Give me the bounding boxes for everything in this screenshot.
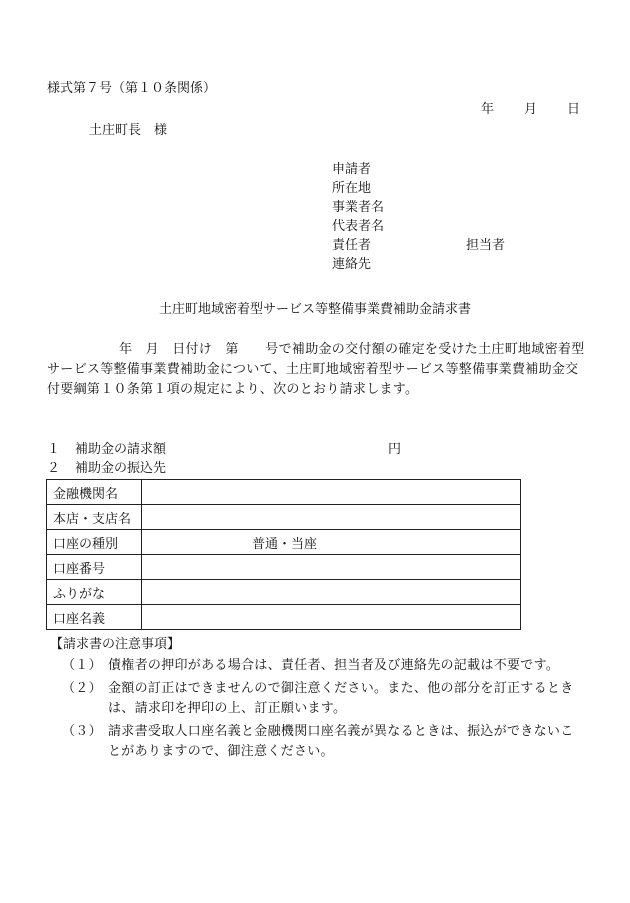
bank-name-field[interactable] (142, 480, 521, 505)
addressee: 土庄町長 様 (89, 123, 168, 138)
person-in-charge-label: 担当者 (466, 238, 506, 253)
furigana-field[interactable] (142, 580, 521, 605)
furigana-label: ふりがな (47, 580, 142, 605)
table-row (47, 530, 521, 555)
form-number: 様式第７号（第１０条関係） (47, 81, 217, 96)
table-row (47, 555, 521, 580)
list-item (62, 679, 584, 719)
date-day: 日 (567, 102, 581, 117)
applicant-block (332, 160, 506, 274)
contact-label: 連絡先 (332, 257, 372, 272)
request-body-text: 年 月 日付け 第 号で補助金の交付額の確定を受けた土庄町地域密着型サービス等整備事業費補助金について、土庄町地域密着型サービス等整備事業費補助金交付要綱第１０条第１項の規定により、次のとおり請求します。 (47, 342, 585, 397)
account-type-field[interactable]: 普通・当座 (142, 530, 521, 555)
account-number-field[interactable] (142, 555, 521, 580)
note-number: （２） (62, 681, 102, 696)
note-text: 請求書受取人口座名義と金融機関口座名義が異なるときは、振込ができないことがありますので、御注意ください。 (108, 724, 574, 759)
section-2-number: ２ (47, 461, 61, 476)
note-text: 金額の訂正はできませんので御注意ください。また、他の部分を訂正するときは、請求印を押印の上、訂正願います。 (108, 681, 574, 716)
representative-label: 代表者名 (332, 219, 385, 234)
table-row (47, 580, 521, 605)
note-number: （３） (62, 724, 102, 739)
section-1-label: 補助金の請求額 (75, 442, 167, 457)
request-body (47, 340, 587, 400)
branch-name-field[interactable] (142, 505, 521, 530)
list-item (62, 722, 584, 762)
date-line (481, 101, 580, 119)
note-text: 債権者の押印がある場合は、責任者、担当者及び連絡先の記載は不要です。 (108, 658, 560, 673)
business-name-label: 事業者名 (332, 200, 385, 215)
account-holder-field[interactable] (142, 605, 521, 630)
account-holder-label: 口座名義 (47, 605, 142, 630)
date-month: 月 (524, 102, 538, 117)
section-1-number: １ (47, 442, 61, 457)
applicant-label: 申請者 (332, 162, 372, 177)
section-2 (47, 460, 166, 478)
responsible-label: 責任者 (332, 238, 372, 253)
list-item (62, 656, 584, 676)
notes-heading: 【請求書の注意事項】 (50, 637, 181, 652)
branch-name-label: 本店・支店名 (47, 505, 142, 530)
bank-name-label: 金融機関名 (47, 480, 142, 505)
section-1 (47, 441, 402, 459)
account-number-label: 口座番号 (47, 555, 142, 580)
document-title: 土庄町地域密着型サービス等整備事業費補助金請求書 (158, 302, 471, 317)
account-type-label: 口座の種別 (47, 530, 142, 555)
section-2-label: 補助金の振込先 (75, 461, 167, 476)
bank-account-table (46, 479, 521, 630)
note-number: （１） (62, 658, 102, 673)
yen-unit: 円 (388, 442, 402, 457)
table-row (47, 480, 521, 505)
table-row (47, 505, 521, 530)
date-year: 年 (481, 102, 495, 117)
address-label: 所在地 (332, 181, 372, 196)
table-row (47, 605, 521, 630)
responsible-row (332, 236, 506, 255)
notes-list (62, 656, 584, 765)
